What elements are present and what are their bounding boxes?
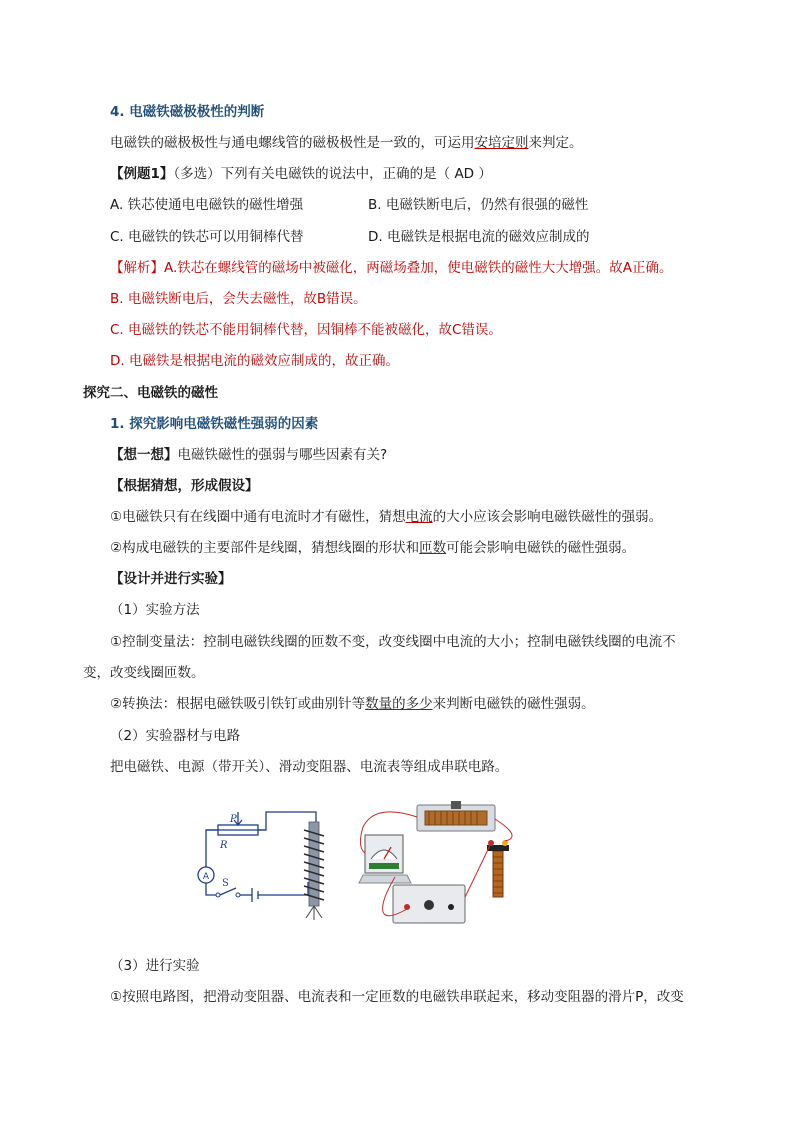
para-text-post: 来判定。 bbox=[528, 135, 583, 151]
hypo2-post: 可能会影响电磁铁的磁性强弱。 bbox=[446, 540, 636, 556]
analysis-line: C. 电磁铁的铁芯不能用铜棒代替，因铜棒不能被磁化，故C错误。 bbox=[110, 322, 502, 338]
analysis-text: A.铁芯在螺线管的磁场中被磁化，两磁场叠加，使电磁铁的磁性大大增强。故A正确。 bbox=[164, 260, 673, 276]
section-heading: 4. 电磁铁磁极极性的判断 bbox=[110, 104, 265, 120]
example-label: 【例题1】 bbox=[110, 166, 174, 182]
slider-label: P bbox=[230, 814, 237, 825]
resistor-label: R bbox=[220, 840, 228, 851]
circuit-diagram bbox=[178, 800, 338, 925]
hypothesis-label: 【根据猜想，形成假设】 bbox=[110, 478, 259, 494]
analysis-line bbox=[110, 258, 673, 278]
equipment-title: （2）实验器材与电路 bbox=[110, 728, 241, 744]
example-question-text: （多选）下列有关电磁铁的说法中，正确的是（ AD ） bbox=[173, 166, 492, 182]
equipment-text: 把电磁铁、电源（带开关）、滑动变阻器、电流表等组成串联电路。 bbox=[110, 759, 509, 775]
section-paragraph bbox=[110, 133, 583, 153]
hypo1-keyword: 电流 bbox=[405, 509, 433, 525]
procedure-step-1: ①按照电路图，把滑动变阻器、电流表和一定匝数的电磁铁串联起来，移动变阻器的滑片P，改变 bbox=[110, 989, 684, 1005]
analysis-label: 【解析】 bbox=[110, 260, 164, 276]
option-b: B. 电磁铁断电后，仍然有很强的磁性 bbox=[368, 197, 589, 213]
method-title: （1）实验方法 bbox=[110, 602, 200, 618]
apparatus-photo bbox=[355, 797, 525, 935]
hypo2-pre: ②构成电磁铁的主要部件是线圈，猜想线圈的形状和 bbox=[110, 540, 420, 556]
option-d: D. 电磁铁是根据电流的磁效应制成的 bbox=[368, 229, 590, 245]
option-c: C. 电磁铁的铁芯可以用铜棒代替 bbox=[110, 229, 304, 245]
ammeter-label: A bbox=[202, 872, 210, 882]
method-2 bbox=[110, 694, 595, 714]
method-1-line-a: ①控制变量法：控制电磁铁线圈的匝数不变，改变线圈中电流的大小；控制电磁铁线圈的电流不 bbox=[110, 634, 676, 650]
analysis-line: B. 电磁铁断电后，会失去磁性，故B错误。 bbox=[110, 291, 367, 307]
analysis-line: D. 电磁铁是根据电流的磁效应制成的，故正确。 bbox=[110, 353, 399, 369]
method2-keyword: 数量的多少 bbox=[365, 696, 433, 712]
hypo1-post: 的大小应该会影响电磁铁磁性的强弱。 bbox=[432, 509, 663, 525]
hypo1-pre: ①电磁铁只有在线圈中通有电流时才有磁性，猜想 bbox=[110, 509, 406, 525]
method-1-line-b: 变，改变线圈匝数。 bbox=[83, 665, 205, 681]
think-text: 电磁铁磁性的强弱与哪些因素有关? bbox=[177, 447, 388, 463]
switch-label: S bbox=[222, 878, 229, 889]
think-label: 【想一想】 bbox=[110, 447, 178, 463]
option-a: A. 铁芯使通电电磁铁的磁性增强 bbox=[110, 197, 304, 213]
example-question bbox=[110, 164, 492, 184]
procedure-title: （3）进行实验 bbox=[110, 958, 200, 974]
explore-title: 探究二、电磁铁的磁性 bbox=[83, 385, 218, 401]
method2-pre: ②转换法：根据电磁铁吸引铁钉或曲别针等 bbox=[110, 696, 366, 712]
method2-post: 来判断电磁铁的磁性强弱。 bbox=[432, 696, 595, 712]
think-line bbox=[110, 445, 387, 465]
hypothesis-1 bbox=[110, 507, 662, 527]
design-label: 【设计并进行实验】 bbox=[110, 571, 232, 587]
ampere-rule-link: 安培定则 bbox=[474, 135, 529, 151]
hypo2-keyword: 匝数 bbox=[419, 540, 447, 556]
para-text-pre: 电磁铁的磁极极性与通电螺线管的磁极极性是一致的，可运用 bbox=[110, 135, 475, 151]
hypothesis-2 bbox=[110, 538, 635, 558]
sub-heading: 1. 探究影响电磁铁磁性强弱的因素 bbox=[110, 416, 319, 432]
